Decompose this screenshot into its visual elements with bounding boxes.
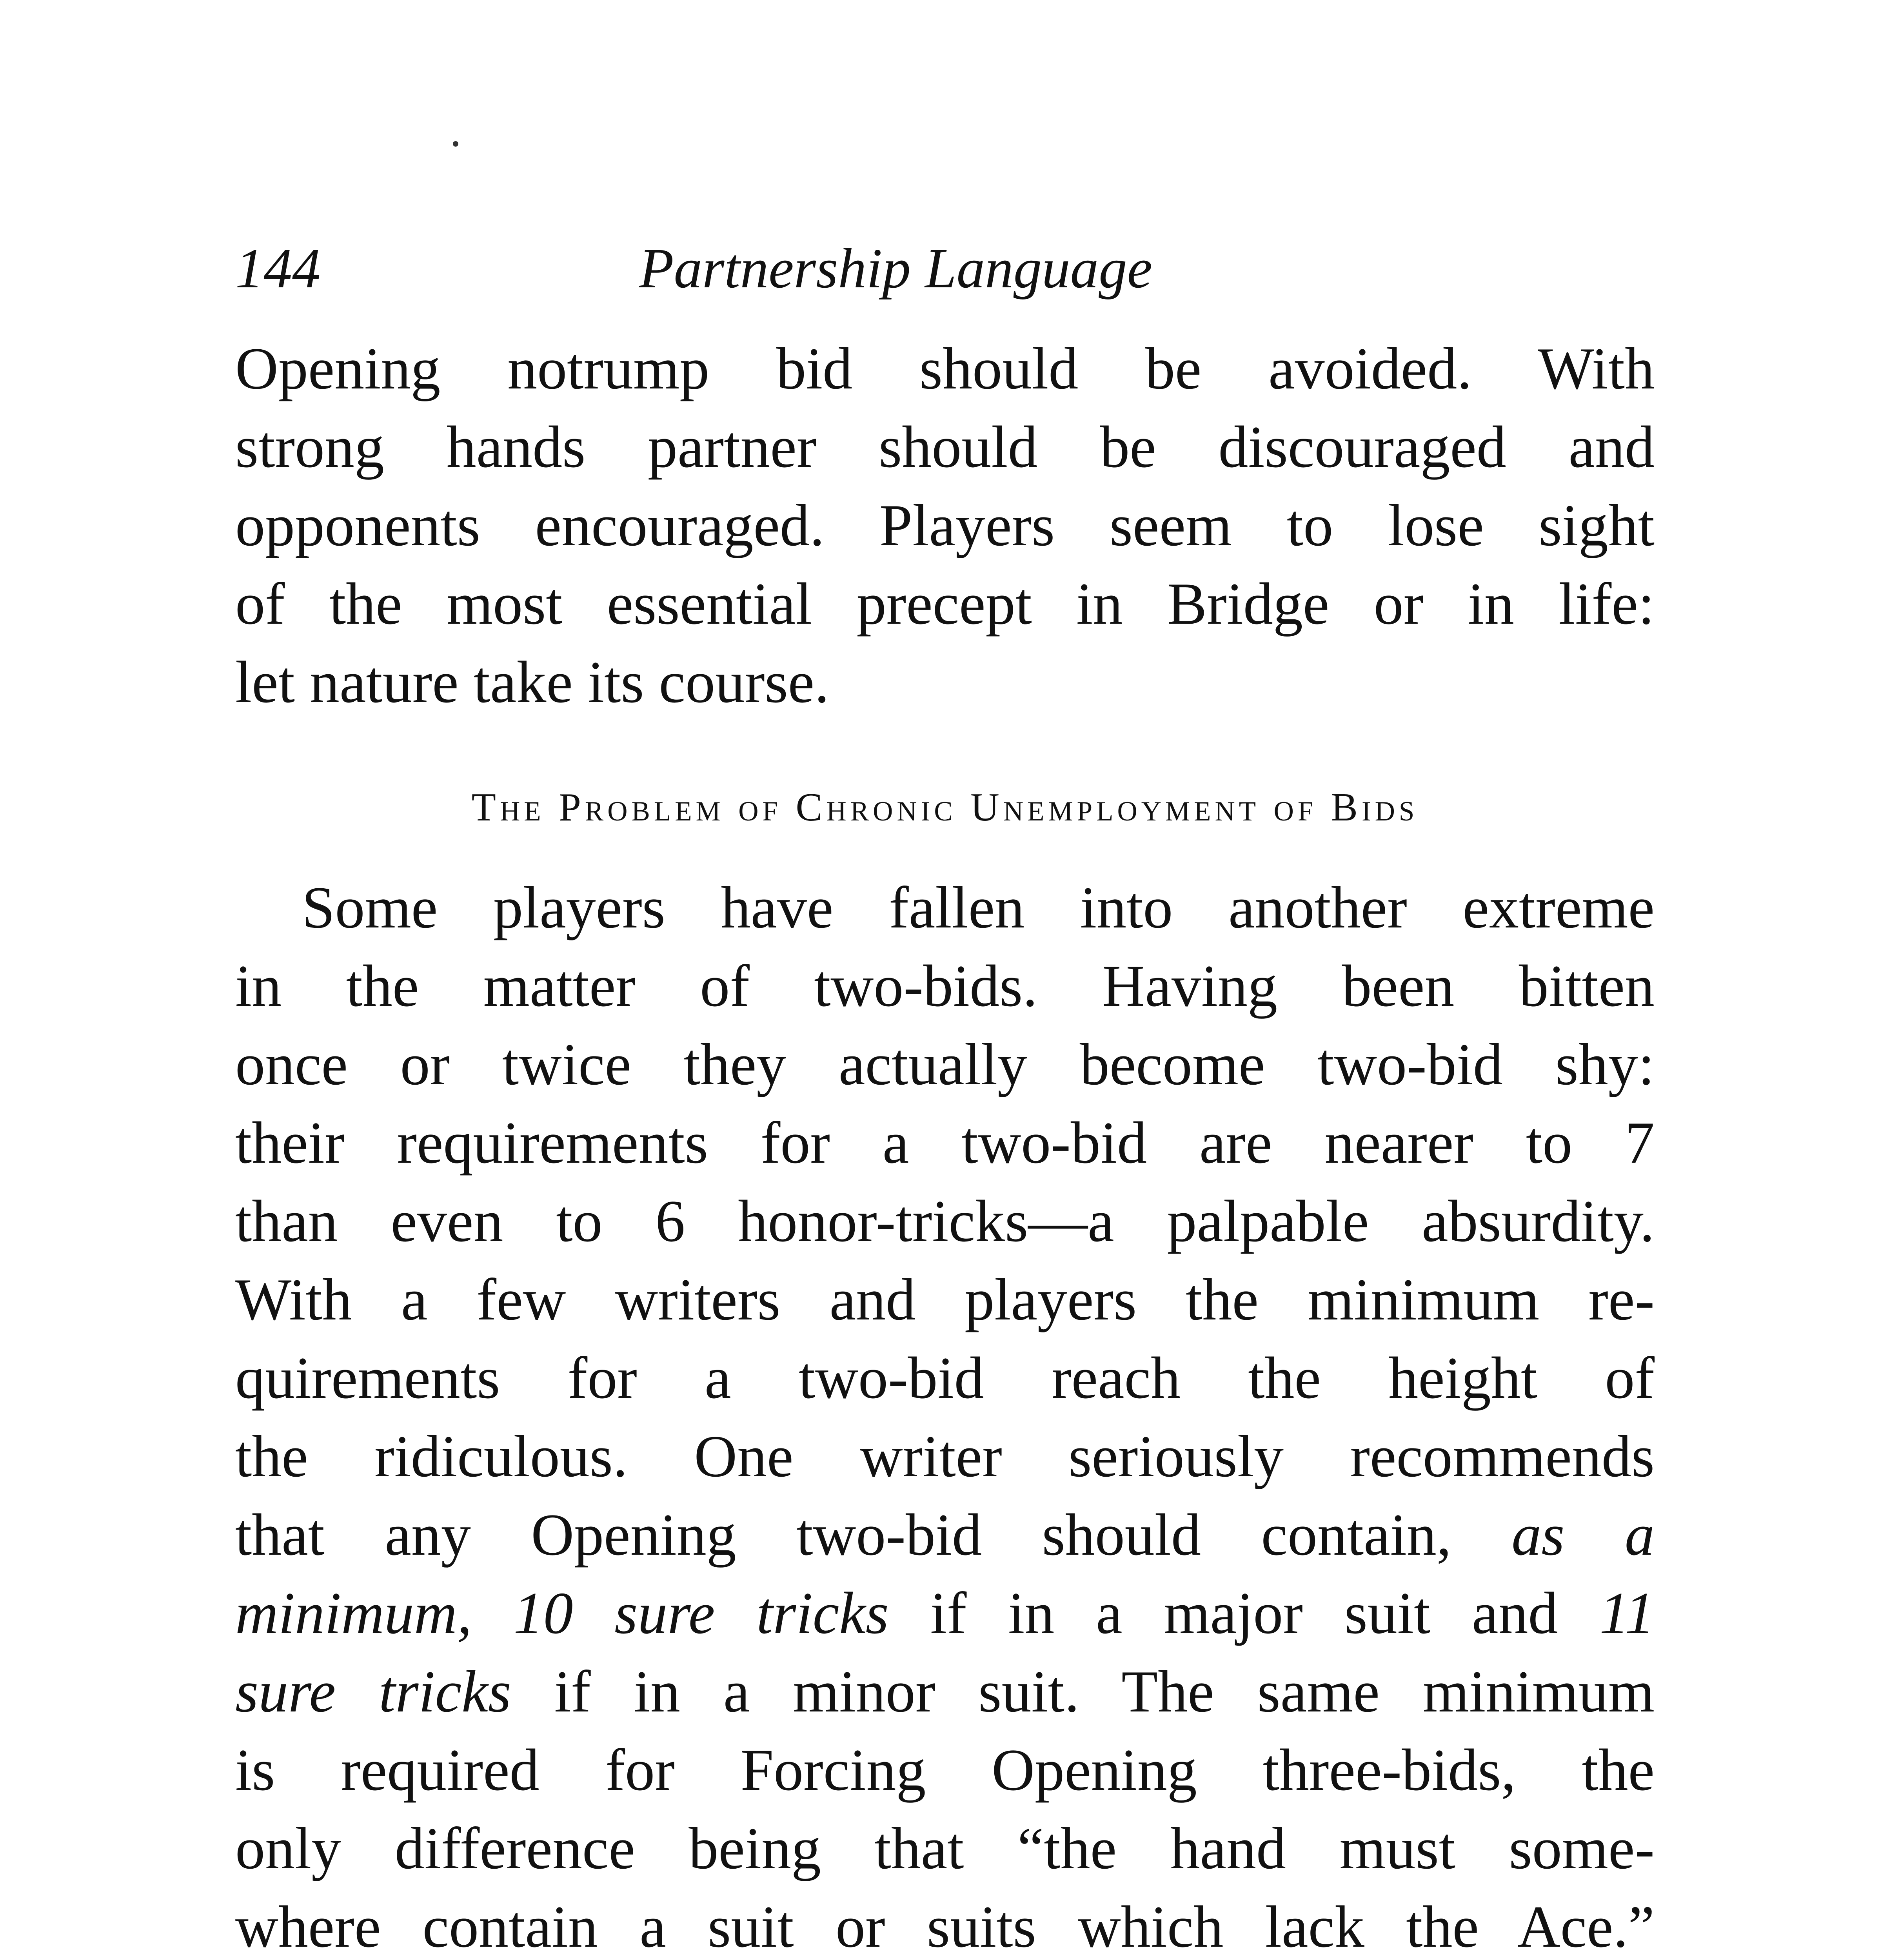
text-line: of the most essential precept in Bridge or in life: [235, 571, 1655, 637]
text-line: their requirements for a two-bid are nearer to 7 [235, 1110, 1655, 1176]
text-line: is required for Forcing Opening three-bids, the [235, 1737, 1655, 1803]
text-run: if in a major suit and [888, 1580, 1600, 1646]
text-line: Some players have fallen into another extreme [302, 875, 1655, 940]
text-line: strong hands partner should be discouraged and [235, 414, 1655, 480]
text-line: once or twice they actually become two-bid shy: [235, 1031, 1655, 1097]
text-line: only difference being that “the hand must some- [235, 1815, 1655, 1881]
text-line: opponents encouraged. Players seem to lose sight [235, 492, 1655, 558]
text-line [235, 1652, 1655, 1731]
section-heading: The Problem of Chronic Unemployment of Bids [471, 785, 1419, 829]
text-line [235, 1574, 1655, 1652]
italic-run: sure tricks [235, 1659, 511, 1724]
text-line: in the matter of two-bids. Having been bitten [235, 953, 1655, 1019]
text-run: that any Opening two-bid should contain, [235, 1502, 1512, 1568]
scan-speck [453, 141, 458, 147]
text-line: With a few writers and players the minimum re- [235, 1267, 1655, 1332]
text-line: than even to 6 honor-tricks—a palpable absurdity. [235, 1188, 1655, 1254]
italic-run: 11 [1599, 1580, 1655, 1646]
text-line: where contain a suit or suits which lack the Ace.” [235, 1894, 1655, 1960]
paragraph-two-bids [235, 868, 1655, 1960]
text-line: the ridiculous. One writer seriously recommends [235, 1423, 1655, 1489]
text-line: Opening notrump bid should be avoided. With [235, 336, 1655, 401]
text-line: let nature take its course. [235, 649, 830, 715]
paragraph-opening-notrump [235, 329, 1655, 721]
running-title: Partnership Language [639, 237, 1153, 300]
italic-run: as a [1511, 1502, 1655, 1568]
page-header [235, 229, 1666, 308]
text-run: if in a minor suit. The same minimum [511, 1659, 1655, 1724]
text-line: quirements for a two-bid reach the height of [235, 1345, 1655, 1411]
page-number: 144 [235, 237, 321, 300]
italic-run: minimum, 10 sure tricks [235, 1580, 889, 1646]
text-line [235, 1495, 1655, 1574]
